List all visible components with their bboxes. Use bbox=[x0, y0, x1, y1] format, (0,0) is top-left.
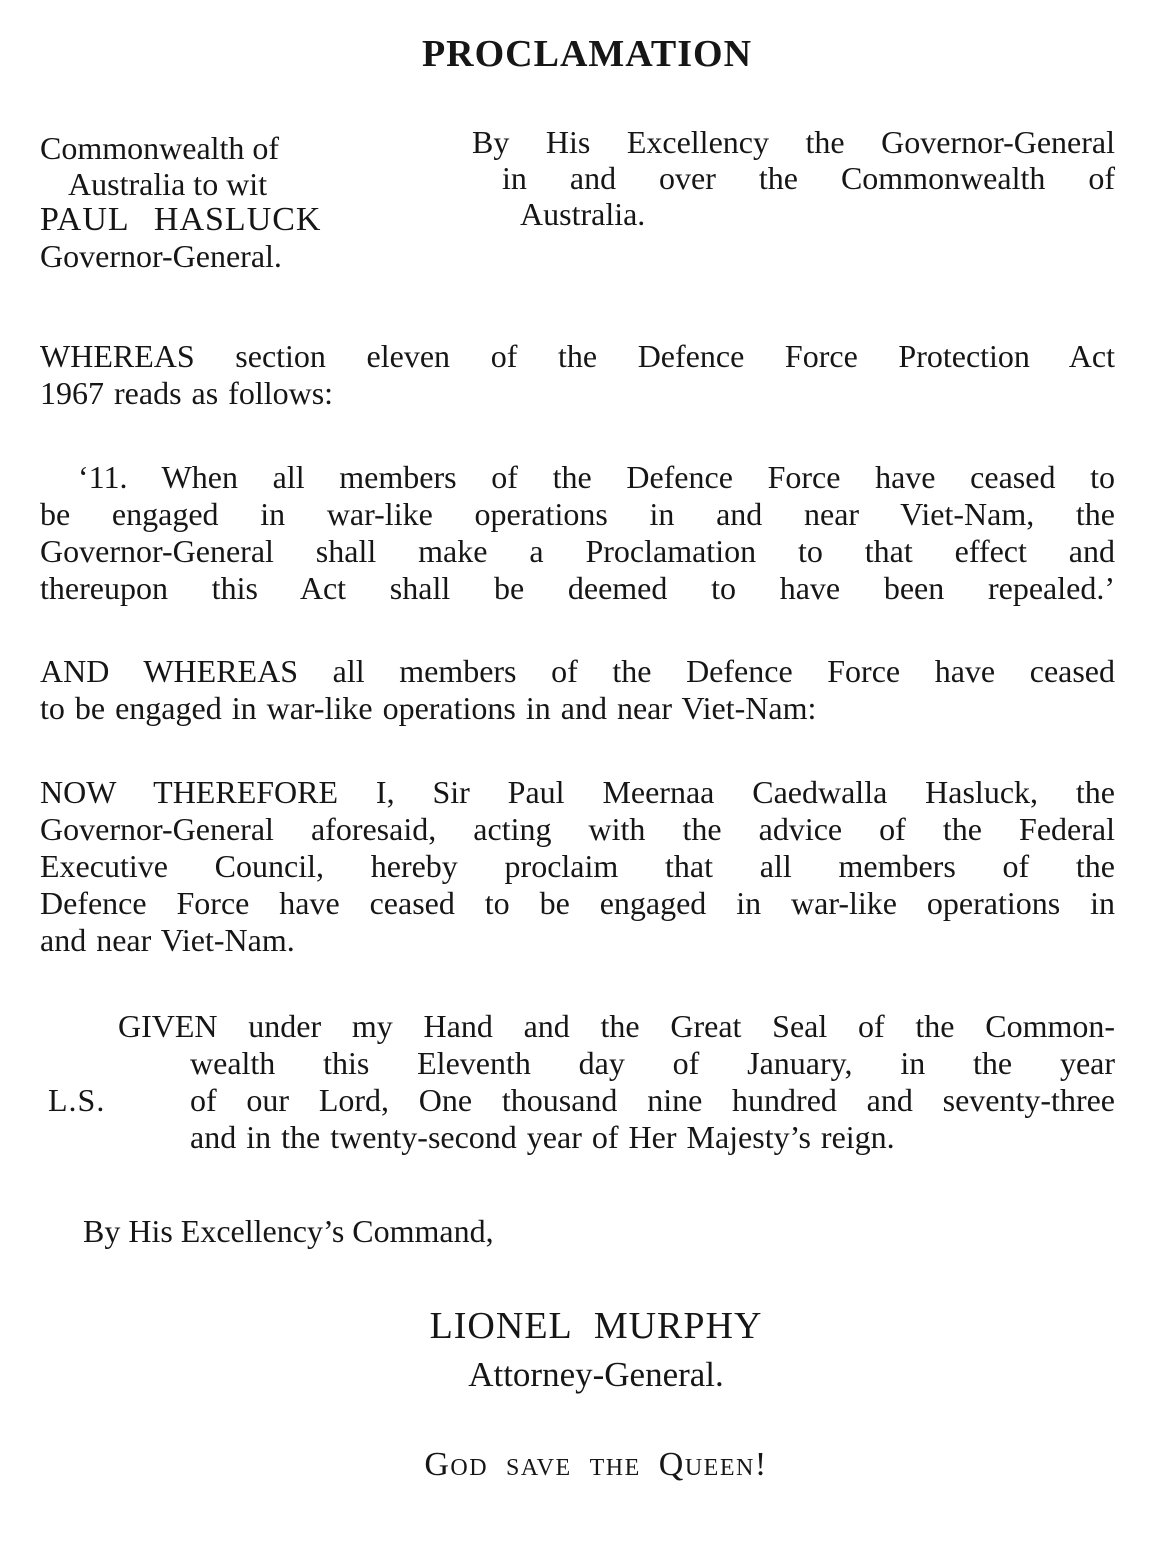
closing-formula: God save the Queen! bbox=[424, 1446, 768, 1483]
quoted-section-eleven-paragraph bbox=[40, 459, 1115, 607]
text-line: to be engaged in war-like operations in and near Viet-Nam: bbox=[40, 690, 817, 726]
text-line: WHEREAS section eleven of the Defence Force Protection Act bbox=[40, 338, 1115, 374]
text-line: Defence Force have ceased to be engaged in war-like operations in bbox=[40, 885, 1115, 921]
text-line: Governor-General aforesaid, acting with the advice of the Federal bbox=[40, 811, 1115, 847]
text-line: Governor-General shall make a Proclamation to that effect and bbox=[40, 533, 1115, 569]
text-line: be engaged in war-like operations in and near Viet-Nam, the bbox=[40, 496, 1115, 532]
document-title: PROCLAMATION bbox=[421, 33, 753, 75]
signatory-role: Attorney-General. bbox=[468, 1355, 724, 1394]
text-line: AND WHEREAS all members of the Defence Force have ceased bbox=[40, 653, 1115, 689]
header-left-column bbox=[40, 130, 420, 274]
command-line: By His Excellency’s Command, bbox=[83, 1213, 494, 1249]
now-therefore-paragraph bbox=[40, 774, 1115, 959]
text-line: Governor-General. bbox=[40, 238, 282, 274]
locus-sigilli-mark: L.S. bbox=[48, 1082, 106, 1118]
text-line: NOW THEREFORE I, Sir Paul Meernaa Caedwalla Hasluck, the bbox=[40, 774, 1115, 810]
text-line: and in the twenty-second year of Her Majesty’s reign. bbox=[190, 1119, 895, 1155]
text-line: Australia to wit bbox=[68, 166, 268, 202]
text-line: and near Viet-Nam. bbox=[40, 922, 295, 958]
text-line: wealth this Eleventh day of January, in the year bbox=[190, 1045, 1115, 1081]
text-line: of our Lord, One thousand nine hundred and seventy-three bbox=[190, 1082, 1115, 1118]
text-line: Commonwealth of bbox=[40, 130, 280, 166]
testimonium-paragraph bbox=[118, 1008, 1115, 1156]
text-line: 1967 reads as follows: bbox=[40, 375, 334, 411]
whereas-paragraph bbox=[40, 338, 1115, 412]
text-line: ‘11. When all members of the Defence Force have ceased to bbox=[78, 459, 1115, 495]
signatory-name: LIONEL MURPHY bbox=[429, 1305, 763, 1347]
text-line: Executive Council, hereby proclaim that all members of the bbox=[40, 848, 1115, 884]
text-line: GIVEN under my Hand and the Great Seal of the Common- bbox=[118, 1008, 1115, 1044]
text-line: PAUL HASLUCK bbox=[40, 201, 322, 238]
text-line: Australia. bbox=[520, 196, 646, 232]
and-whereas-paragraph bbox=[40, 653, 1115, 727]
text-line: thereupon this Act shall be deemed to have been repealed.’ bbox=[40, 570, 1115, 606]
text-line: in and over the Commonwealth of bbox=[502, 160, 1115, 196]
header-right-column bbox=[472, 124, 1115, 232]
text-line: By His Excellency the Governor-General bbox=[472, 124, 1115, 160]
